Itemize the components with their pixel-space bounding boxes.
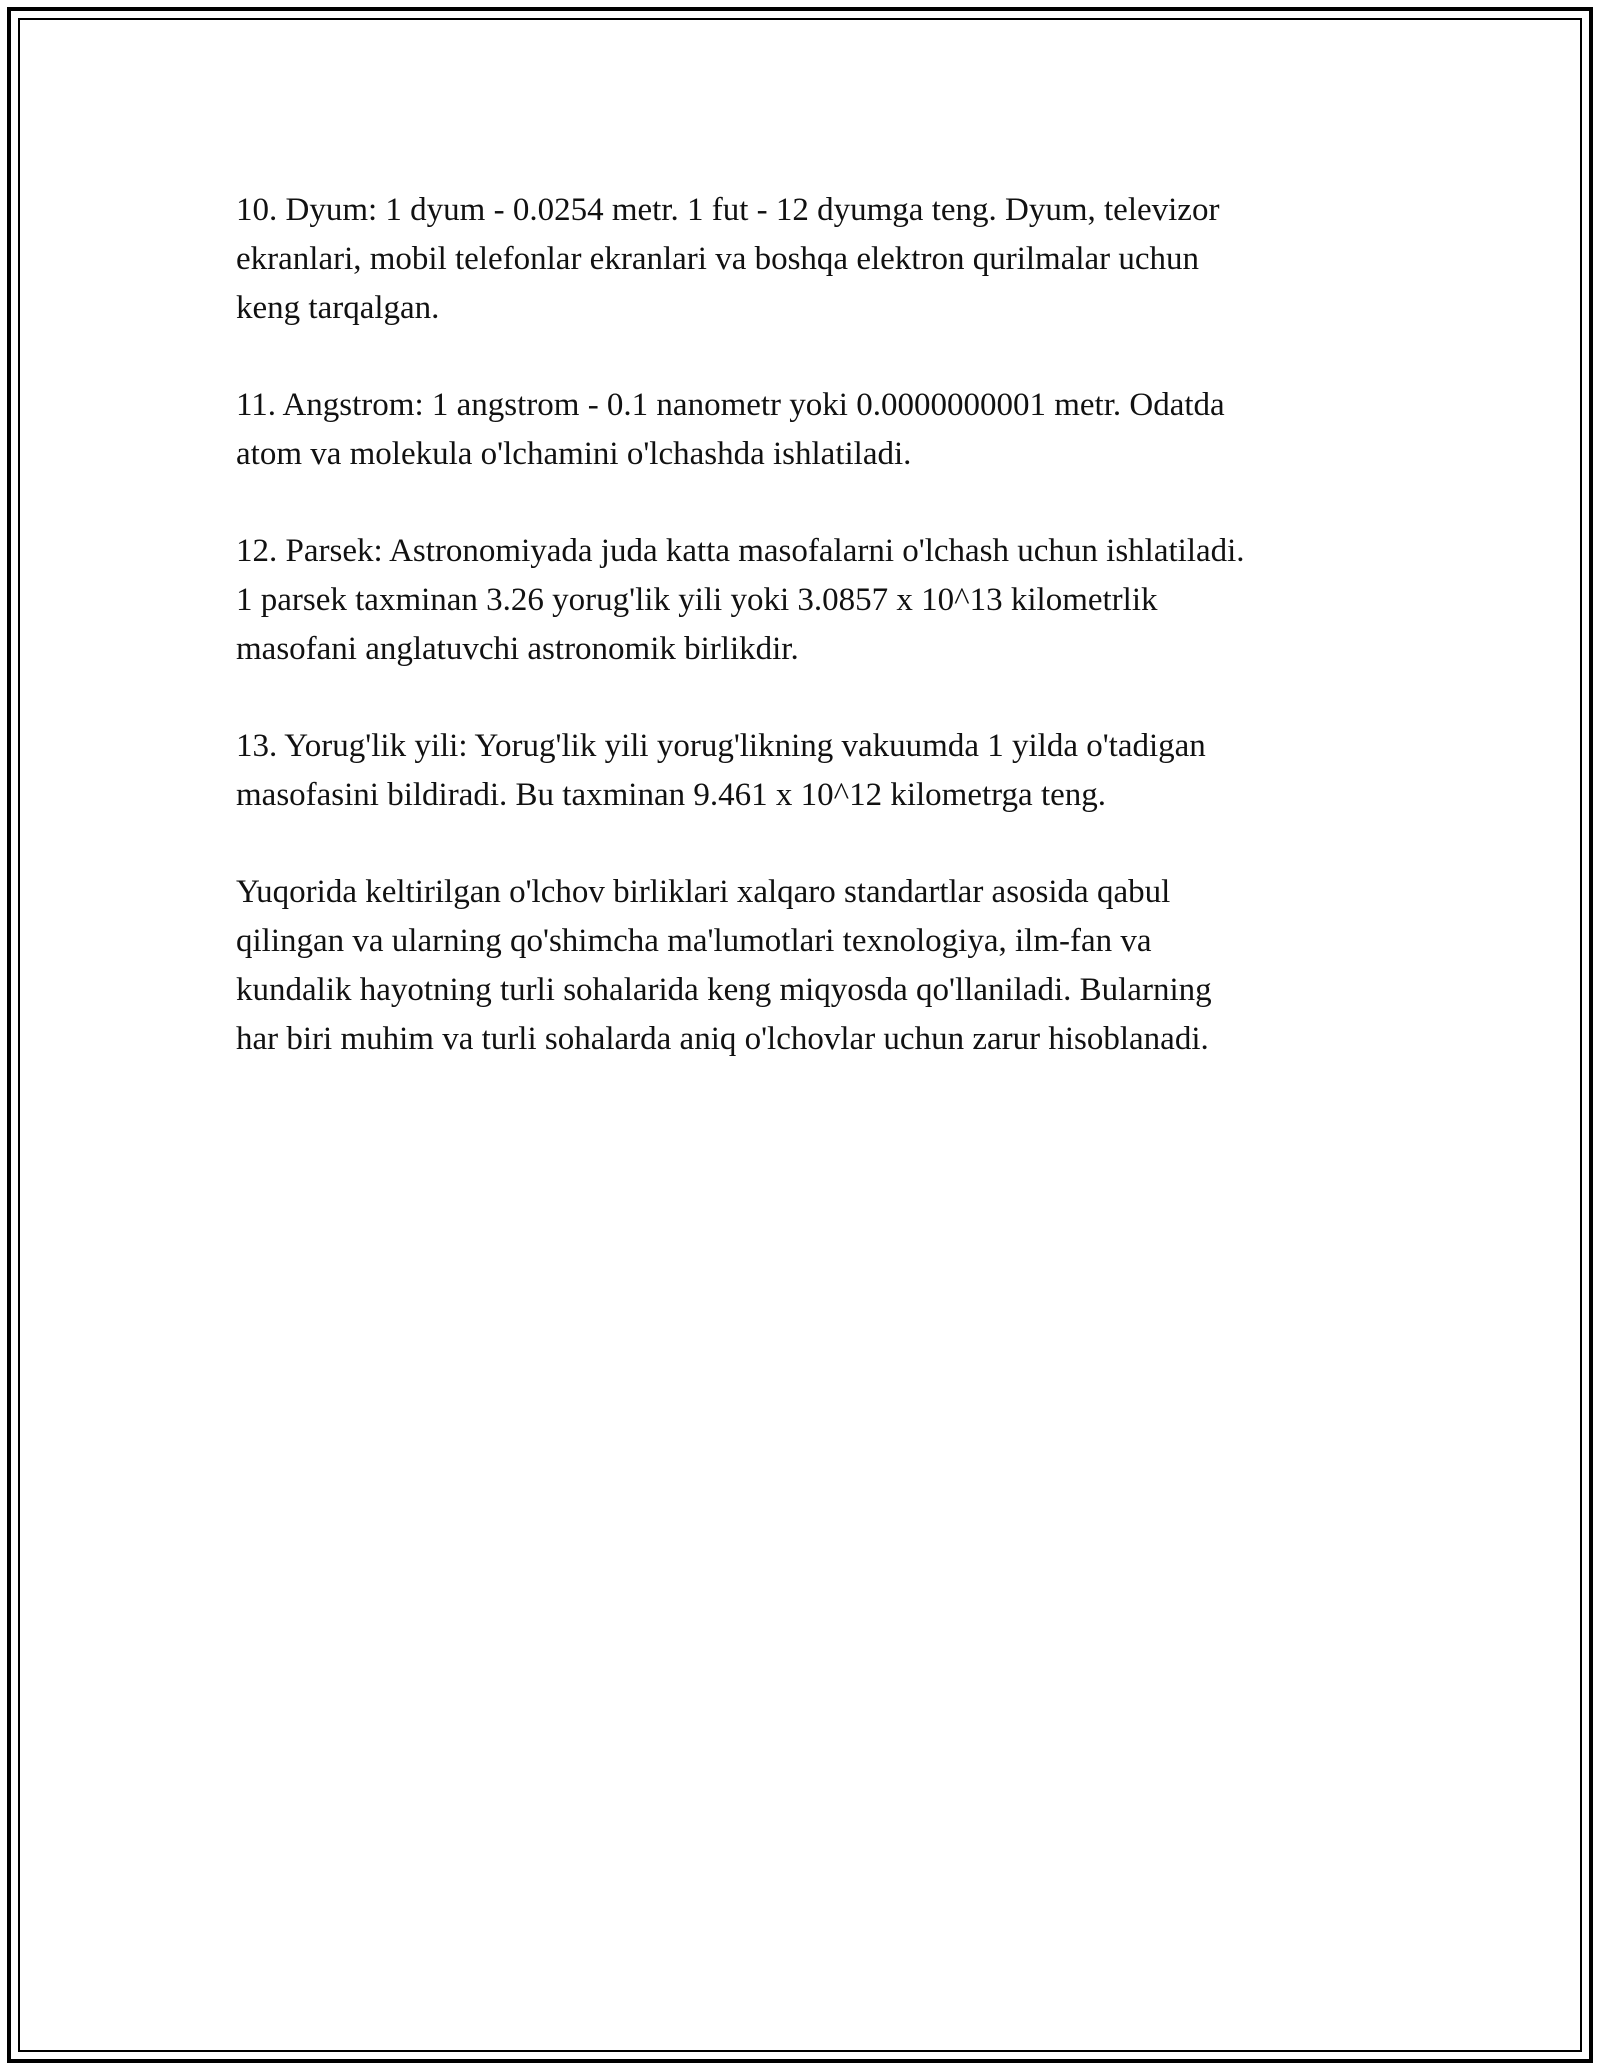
paragraph-dyum: 10. Dyum: 1 dyum - 0.0254 metr. 1 fut - 12 dyumga teng. Dyum, televizor ekranlari, mobil telefonlar ekranlari va boshqa elektron qurilmalar uchun keng tarqalgan.: [236, 192, 1220, 326]
paragraph-yoruglik-yili: 13. Yorug'lik yili: Yorug'lik yili yorug'likning vakuumda 1 yilda o'tadigan masofasini bildiradi. Bu taxminan 9.461 x 10^12 kilometrga teng.: [236, 728, 1206, 813]
document-body: [236, 186, 1376, 1112]
paragraph-conclusion: Yuqorida keltirilgan o'lchov birliklari xalqaro standartlar asosida qabul qilingan va ularning qo'shimcha ma'lumotlari texnologiya, ilm-fan va kundalik hayotning turli sohalarida keng miqyosda qo'llaniladi. Bularning har biri muhim va turli sohalarda aniq o'lchovlar uchun zarur hisoblanadi.: [236, 874, 1212, 1057]
paragraph-parsek: 12. Parsek: Astronomiyada juda katta masofalarni o'lchash uchun ishlatiladi. 1 parsek taxminan 3.26 yorug'lik yili yoki 3.0857 x 10^13 kilometrlik masofani anglatuvchi astronomik birlikdir.: [236, 533, 1245, 667]
paragraph-angstrom: 11. Angstrom: 1 angstrom - 0.1 nanometr yoki 0.0000000001 metr. Odatda atom va molekula o'lchamini o'lchashda ishlatiladi.: [236, 387, 1225, 472]
